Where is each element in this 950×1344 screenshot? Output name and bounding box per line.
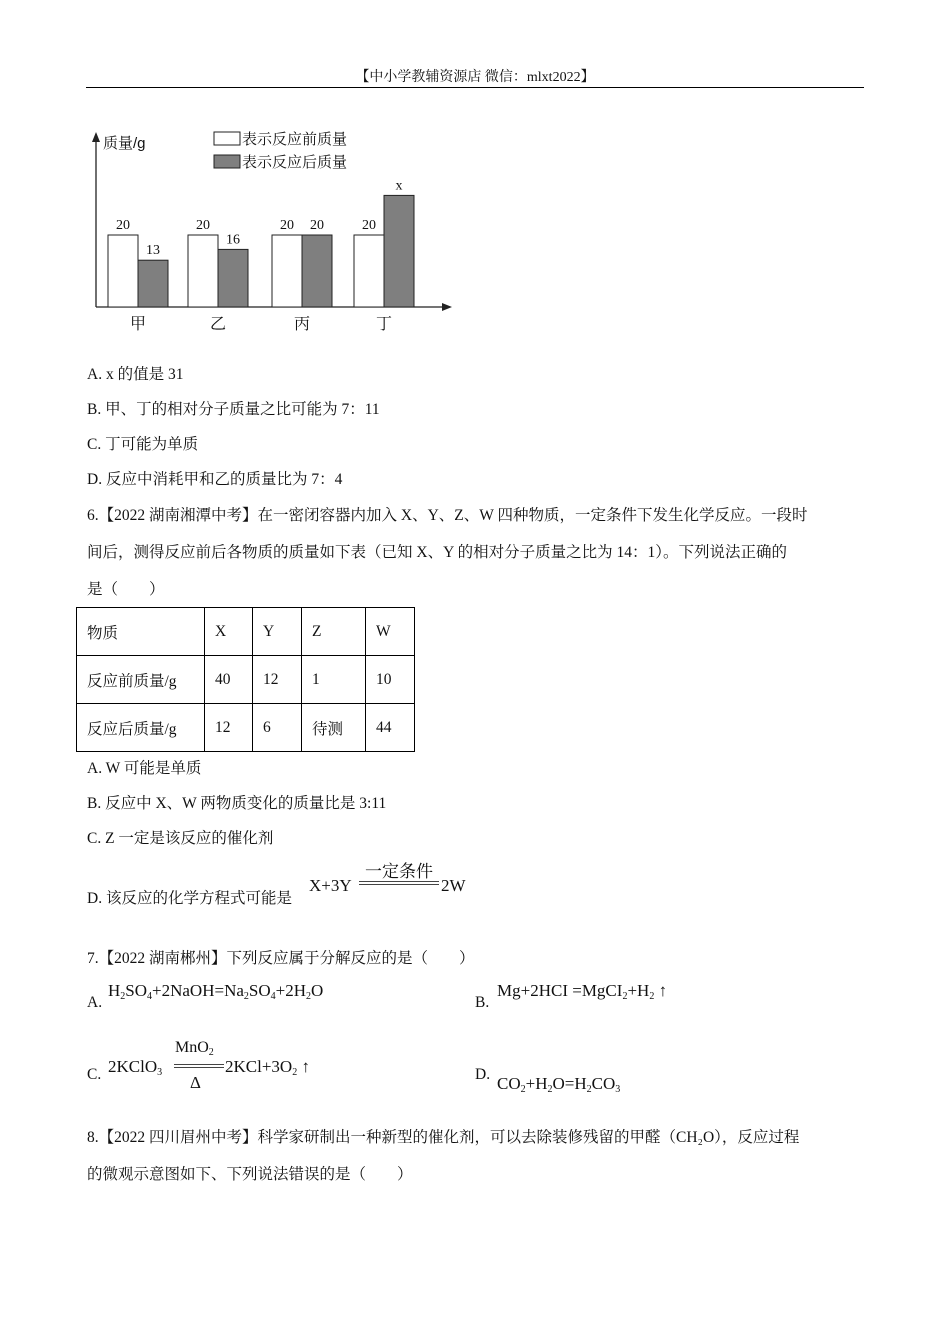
- q8-stem-line1: 8.【2022 四川眉州中考】科学家研制出一种新型的催化剂，可以去除装修残留的甲醛（CH₂O），反应过程: [87, 1129, 800, 1146]
- equals-line: [174, 1064, 224, 1065]
- data-label: 20: [310, 218, 324, 233]
- tick-label: 丁: [375, 316, 393, 333]
- q6-option-a: A. W 可能是单质: [87, 760, 202, 777]
- q5-option-d: D. 反应中消耗甲和乙的质量比为 7：4: [87, 471, 343, 488]
- table-cell: 12: [253, 656, 302, 704]
- table-cell: 反应后质量/g: [77, 704, 205, 752]
- q7-c-catalyst: MnO: [175, 1039, 209, 1056]
- tick-label: 甲: [129, 316, 147, 333]
- bar-before: [188, 235, 218, 307]
- q6-stem-line3: 是（ ）: [87, 581, 165, 598]
- bar-after: [302, 235, 332, 307]
- bar-after: [138, 260, 168, 307]
- q6-stem-line1: 6.【2022 湖南湘潭中考】在一密闭容器内加入 X、Y、Z、W 四种物质，一定条件下发生化学反应。一段时: [87, 507, 808, 524]
- legend-label: 表示反应前质量: [242, 131, 348, 148]
- q7-d-formula: $CO_2+H_2O=H_2CO_3$: [497, 1074, 621, 1095]
- bar-chart: [80, 120, 470, 335]
- equals-line: [359, 884, 439, 885]
- data-label: 20: [362, 218, 376, 233]
- q6-table: [76, 607, 415, 752]
- q6-d-left: X+3Y: [309, 876, 352, 895]
- bar-after: [384, 195, 414, 307]
- table-cell: 反应前质量/g: [77, 656, 205, 704]
- bar-before: [272, 235, 302, 307]
- data-label: 20: [280, 218, 294, 233]
- data-label: 20: [116, 218, 130, 233]
- table-cell: 6: [253, 704, 302, 752]
- q7-c-cond-bottom: Δ: [190, 1073, 201, 1092]
- x-axis-arrow: [442, 303, 452, 311]
- q7-a-label: A.: [87, 994, 103, 1011]
- q5-option-c: C. 丁可能为单质: [87, 436, 199, 453]
- legend-swatch: [214, 155, 240, 168]
- table-cell: 1: [302, 656, 366, 704]
- q7-a-formula: $H_2SO_4+2NaOH=Na_2SO_4+2H_2O$: [108, 981, 324, 1002]
- tick-label: 乙: [209, 316, 227, 333]
- table-cell: Z: [302, 608, 366, 656]
- table-cell: 40: [205, 656, 253, 704]
- y-axis-label: 质量/g: [103, 135, 146, 152]
- legend-swatch: [214, 132, 240, 145]
- q7-c-label: C.: [87, 1066, 102, 1083]
- table-cell: Y: [253, 608, 302, 656]
- q7-c-cond-top: MnO$_2$: [175, 1039, 214, 1058]
- q7-c-left: 2KClO$_3$: [108, 1057, 163, 1078]
- tick-label: 丙: [293, 316, 311, 333]
- table-cell: 10: [366, 656, 415, 704]
- q7-stem: 7.【2022 湖南郴州】下列反应属于分解反应的是（ ）: [87, 950, 475, 967]
- q6-option-b: B. 反应中 X、W 两物质变化的质量比是 3:11: [87, 795, 387, 812]
- table-cell: 44: [366, 704, 415, 752]
- table-cell: 物质: [77, 608, 205, 656]
- table-cell: X: [205, 608, 253, 656]
- table-cell: 待测: [302, 704, 366, 752]
- data-label: 20: [196, 218, 210, 233]
- data-label: 13: [146, 243, 160, 259]
- table-cell: W: [366, 608, 415, 656]
- equals-line: [174, 1067, 224, 1068]
- q5-option-b: B. 甲、丁的相对分子质量之比可能为 7：11: [87, 401, 380, 418]
- y-axis-arrow: [92, 132, 100, 142]
- equals-line: [359, 881, 439, 882]
- bar-before: [108, 235, 138, 307]
- q6-d-right: 2W: [441, 876, 466, 895]
- table-row: [77, 608, 415, 656]
- table-cell: 12: [205, 704, 253, 752]
- table-row: [77, 656, 415, 704]
- q7-d-label: D.: [475, 1066, 491, 1083]
- q7-b-formula: $Mg+2HCI =MgCI_2+H_2$ ↑: [497, 981, 668, 1002]
- q6-option-c: C. Z 一定是该反应的催化剂: [87, 830, 274, 847]
- q8-stem-line2: 的微观示意图如下、下列说法错误的是（ ）: [87, 1166, 413, 1183]
- q6-d-condition: 一定条件: [365, 862, 433, 881]
- q6-stem-line2: 间后，测得反应前后各物质的质量如下表（已知 X、Y 的相对分子质量之比为 14：1）。下列说法正确的: [87, 544, 787, 561]
- q7-b-label: B.: [475, 994, 490, 1011]
- q5-option-a: A. x 的值是 31: [87, 366, 184, 383]
- q7-c-right: $2KCl+3O_2$ ↑: [225, 1057, 310, 1078]
- bar-before: [354, 235, 384, 307]
- bar-after: [218, 249, 248, 307]
- table-row: [77, 704, 415, 752]
- data-label: 16: [226, 232, 240, 248]
- legend-label: 表示反应后质量: [242, 154, 348, 171]
- page-header: 【中小学教辅资源店 微信：mlxt2022】: [355, 70, 595, 85]
- data-label: x: [395, 178, 403, 194]
- q6-option-d: D. 该反应的化学方程式可能是: [87, 890, 292, 907]
- header-rule: [86, 87, 864, 88]
